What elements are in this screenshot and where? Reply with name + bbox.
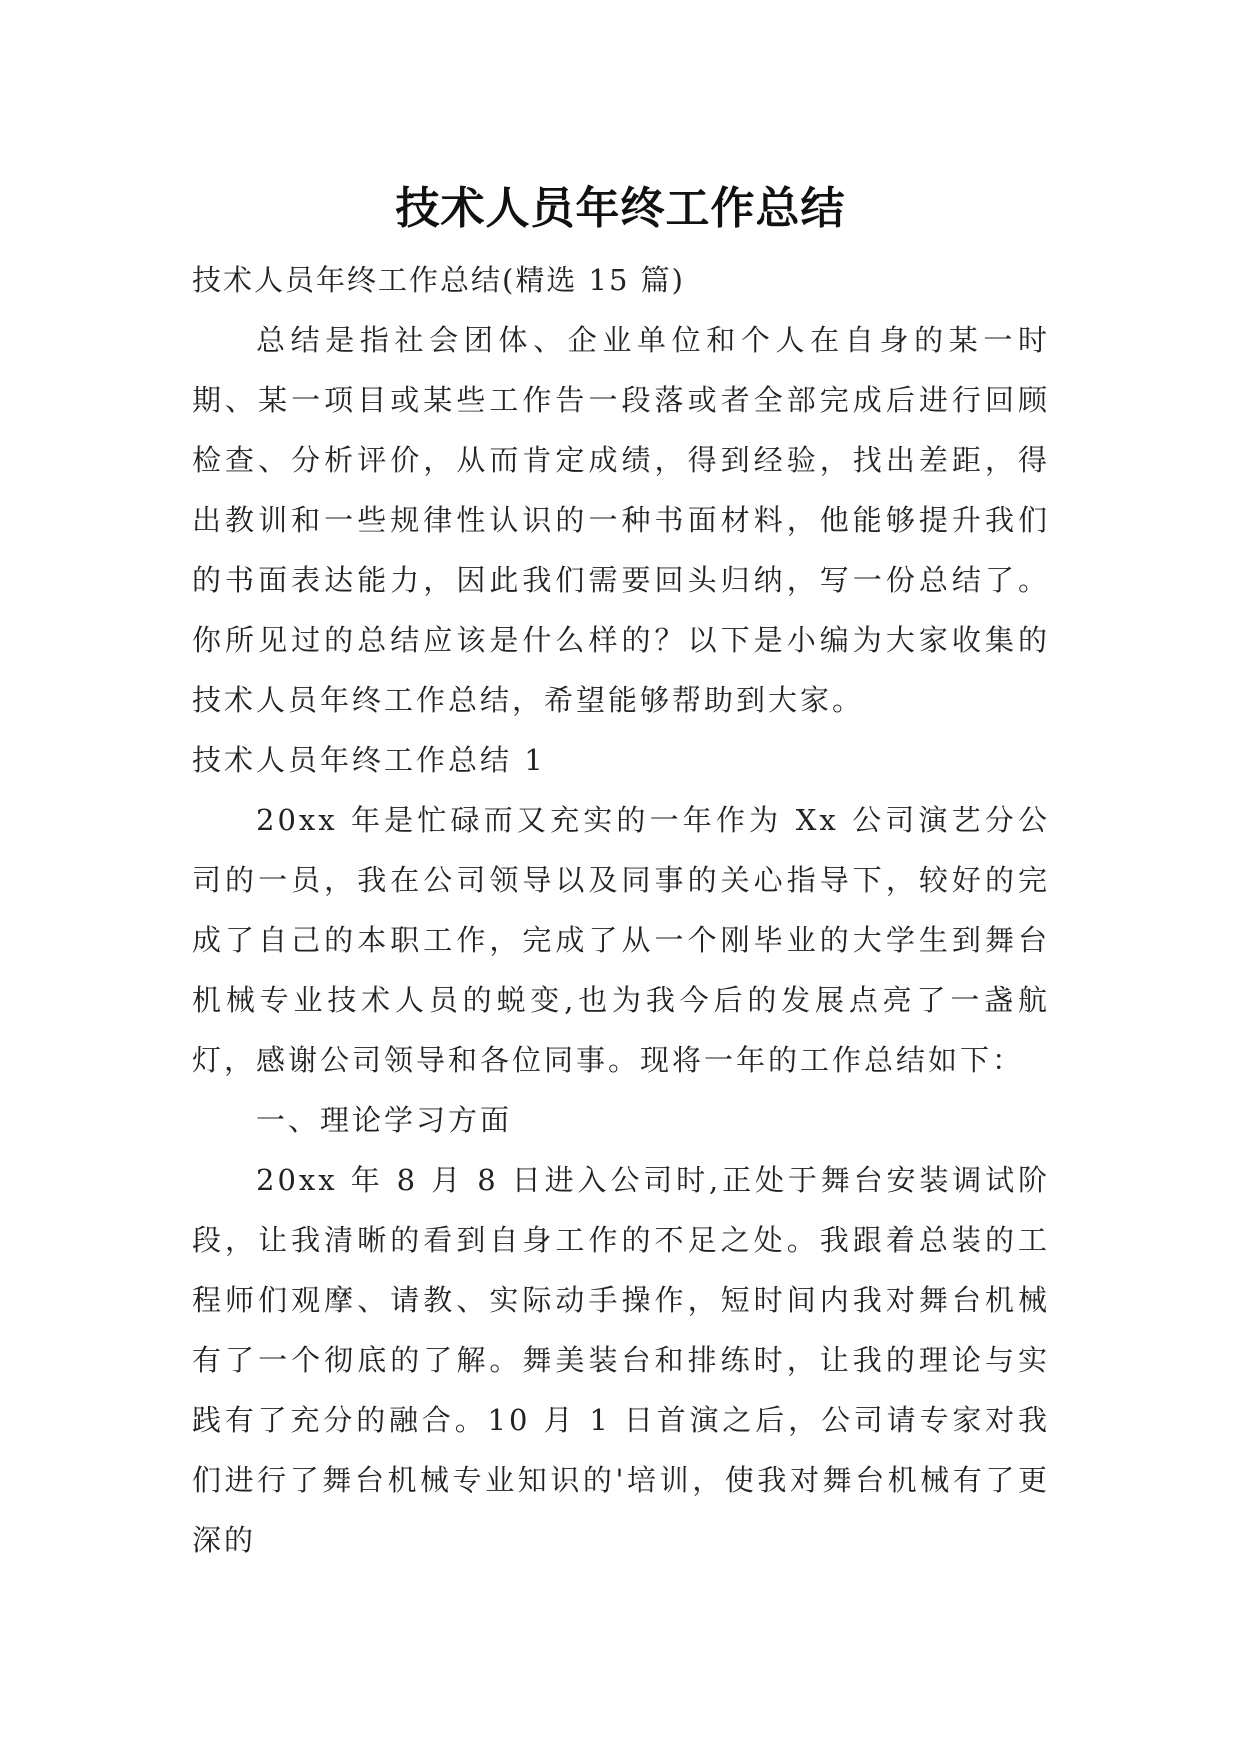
document-title: 技术人员年终工作总结 <box>395 183 846 235</box>
section-heading: 技术人员年终工作总结 1 <box>192 743 546 777</box>
intro-paragraph: 总结是指社会团体、企业单位和个人在自身的某一时期、某一项目或某些工作告一段落或者全部完成后进行回顾检查、分析评价，从而肯定成绩，得到经验，找出差距，得出教训和一些规律性认识的一种书面材料，他能够提升我们的书面表达能力，因此我们需要回头归纳，写一份总结了。你所见过的总结应该是什么样的？以下是小编为大家收集的技术人员年终工作总结，希望能够帮助到大家。 <box>192 323 1050 717</box>
section-paragraph: 20xx 年 8 月 8 日进入公司时,正处于舞台安装调试阶段，让我清晰的看到自身工作的不足之处。我跟着总装的工程师们观摩、请教、实际动手操作，短时间内我对舞台机械有了一个彻底的了解。舞美装台和排练时，让我的理论与实践有了充分的融合。10 月 1 日首演之后，公司请专家对我们进行了舞台机械专业知识的'培训，使我对舞台机械有了更深的 <box>192 1163 1050 1557</box>
document-body-section-1 <box>192 730 1050 1570</box>
section-paragraph: 20xx 年是忙碌而又充实的一年作为 Xx 公司演艺分公司的一员，我在公司领导以及同事的关心指导下，较好的完成了自己的本职工作，完成了从一个刚毕业的大学生到舞台机械专业技术人员的蜕变,也为我今后的发展点亮了一盏航灯，感谢公司领导和各位同事。现将一年的工作总结如下： <box>192 803 1050 1077</box>
section-subheading: 一、理论学习方面 <box>256 1103 513 1137</box>
document-subtitle: 技术人员年终工作总结(精选 15 篇) <box>192 263 685 297</box>
document-body-intro <box>192 250 1050 730</box>
